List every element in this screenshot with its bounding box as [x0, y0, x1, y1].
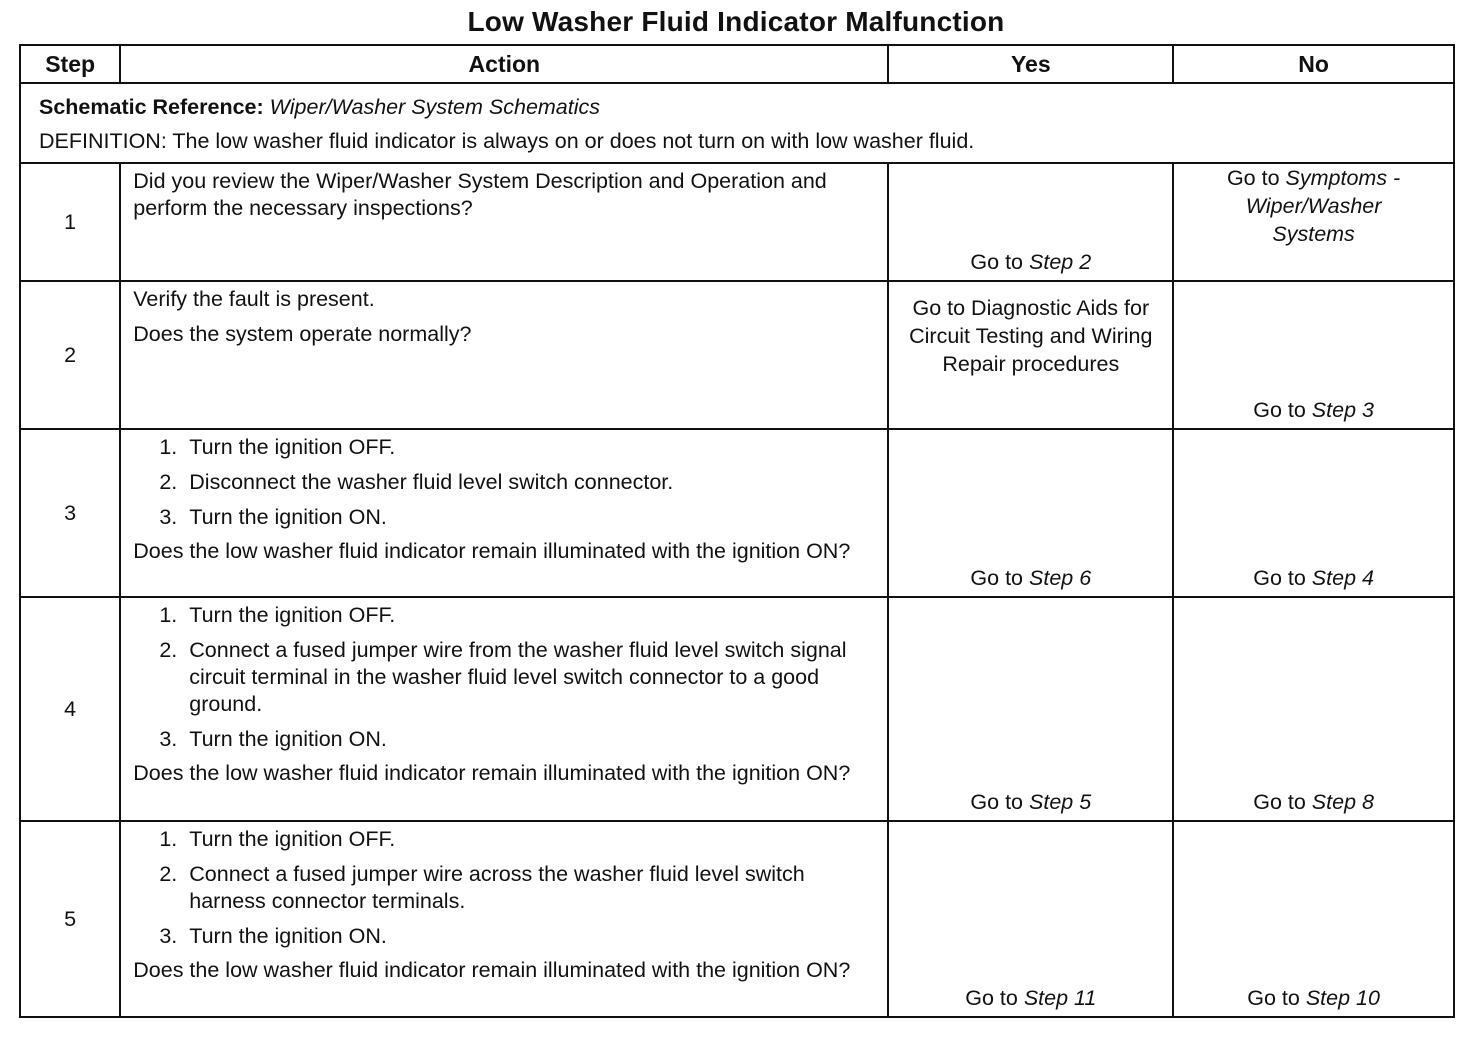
yes-cell: [888, 281, 1173, 429]
action-cell: [120, 281, 888, 429]
step-number: 5: [20, 821, 120, 1017]
no-cell: [1173, 281, 1454, 429]
list-item: 1. Turn the ignition OFF.: [159, 827, 396, 851]
action-cell: [120, 429, 888, 597]
yes-result[interactable]: [889, 985, 1172, 1012]
no-result[interactable]: [1174, 565, 1453, 592]
no-ref: Step 10: [1305, 986, 1380, 1010]
no-prefix: Go to: [1253, 790, 1306, 814]
action-cell: [120, 597, 888, 821]
yes-result[interactable]: [889, 565, 1172, 592]
no-prefix: Go to: [1253, 566, 1306, 590]
yes-ref: Step 11: [1023, 986, 1097, 1010]
yes-cell: [888, 163, 1173, 281]
no-result[interactable]: [1174, 164, 1453, 248]
yes-prefix: Go to: [970, 790, 1024, 814]
schematic-cell: [20, 83, 1454, 163]
yes-cell: [888, 821, 1173, 1017]
action-text: Did you review the Wiper/Washer System Description and Operation and perform the necessary inspections?: [133, 169, 827, 220]
yes-cell: [888, 429, 1173, 597]
step-number: 2: [20, 281, 120, 429]
no-result[interactable]: [1174, 397, 1453, 424]
yes-prefix: Go to: [970, 566, 1024, 590]
diagnostic-table: [19, 44, 1455, 1018]
action-list: [133, 434, 875, 531]
no-cell: [1173, 163, 1454, 281]
yes-ref: Step 5: [1029, 790, 1092, 814]
list-item: 3. Turn the ignition ON.: [159, 924, 387, 948]
yes-prefix: Go to: [970, 250, 1024, 274]
action-question: Does the low washer fluid indicator remain illuminated with the ignition ON?: [133, 539, 851, 563]
step-number: 3: [20, 429, 120, 597]
yes-prefix: Go to: [965, 986, 1018, 1010]
no-ref: Step 8: [1311, 790, 1374, 814]
action-text: Verify the fault is present.: [133, 287, 375, 311]
yes-result[interactable]: Go to Diagnostic Aids for Circuit Testing and Wiring Repair procedures: [909, 296, 1153, 376]
no-prefix: Go to: [1253, 398, 1306, 422]
action-list: [133, 826, 875, 950]
action-cell: [120, 821, 888, 1017]
definition-text: DEFINITION: The low washer fluid indicator is always on or does not turn on with low washer fluid.: [39, 129, 975, 153]
step-number: 1: [20, 163, 120, 281]
header-action: Action: [120, 45, 888, 83]
list-item: 1. Turn the ignition OFF.: [159, 435, 396, 459]
no-cell: [1173, 429, 1454, 597]
no-ref: Symptoms - Wiper/Washer Systems: [1245, 166, 1401, 246]
yes-cell: [888, 597, 1173, 821]
action-question: Does the low washer fluid indicator remain illuminated with the ignition ON?: [133, 761, 851, 785]
no-result[interactable]: [1174, 985, 1453, 1012]
table-row: [20, 429, 1454, 597]
step-number: 4: [20, 597, 120, 821]
action-question: Does the system operate normally?: [133, 322, 472, 346]
action-cell: [120, 163, 888, 281]
no-prefix: Go to: [1226, 166, 1280, 190]
table-row: [20, 281, 1454, 429]
schematic-reference: [39, 90, 1453, 124]
table-row: [20, 821, 1454, 1017]
header-no: No: [1173, 45, 1454, 83]
no-prefix: Go to: [1247, 986, 1300, 1010]
header-yes: Yes: [888, 45, 1173, 83]
yes-result[interactable]: [889, 789, 1172, 816]
header-row: [20, 45, 1454, 83]
yes-ref: Step 2: [1029, 250, 1092, 274]
list-item: 2. Connect a fused jumper wire from the washer fluid level switch signal circuit terminal in the washer fluid level switch connector to a good ground.: [159, 638, 847, 716]
action-list: [133, 602, 875, 753]
no-cell: [1173, 597, 1454, 821]
list-item: 2. Connect a fused jumper wire across the washer fluid level switch harness connector terminals.: [159, 862, 805, 913]
list-item: 2. Disconnect the washer fluid level switch connector.: [159, 470, 674, 494]
schematic-row: [20, 83, 1454, 163]
no-ref: Step 3: [1311, 398, 1374, 422]
schematic-label: Schematic Reference:: [39, 95, 264, 119]
no-ref: Step 4: [1311, 566, 1374, 590]
list-item: 3. Turn the ignition ON.: [159, 505, 387, 529]
no-cell: [1173, 821, 1454, 1017]
page-title: Low Washer Fluid Indicator Malfunction: [467, 6, 1005, 37]
table-row: [20, 597, 1454, 821]
yes-result[interactable]: [889, 249, 1172, 276]
table-row: [20, 163, 1454, 281]
yes-ref: Step 6: [1029, 566, 1092, 590]
schematic-link[interactable]: Wiper/Washer System Schematics: [269, 95, 601, 119]
header-step: Step: [20, 45, 120, 83]
list-item: 1. Turn the ignition OFF.: [159, 603, 396, 627]
action-question: Does the low washer fluid indicator remain illuminated with the ignition ON?: [133, 958, 851, 982]
list-item: 3. Turn the ignition ON.: [159, 727, 387, 751]
no-result[interactable]: [1174, 789, 1453, 816]
